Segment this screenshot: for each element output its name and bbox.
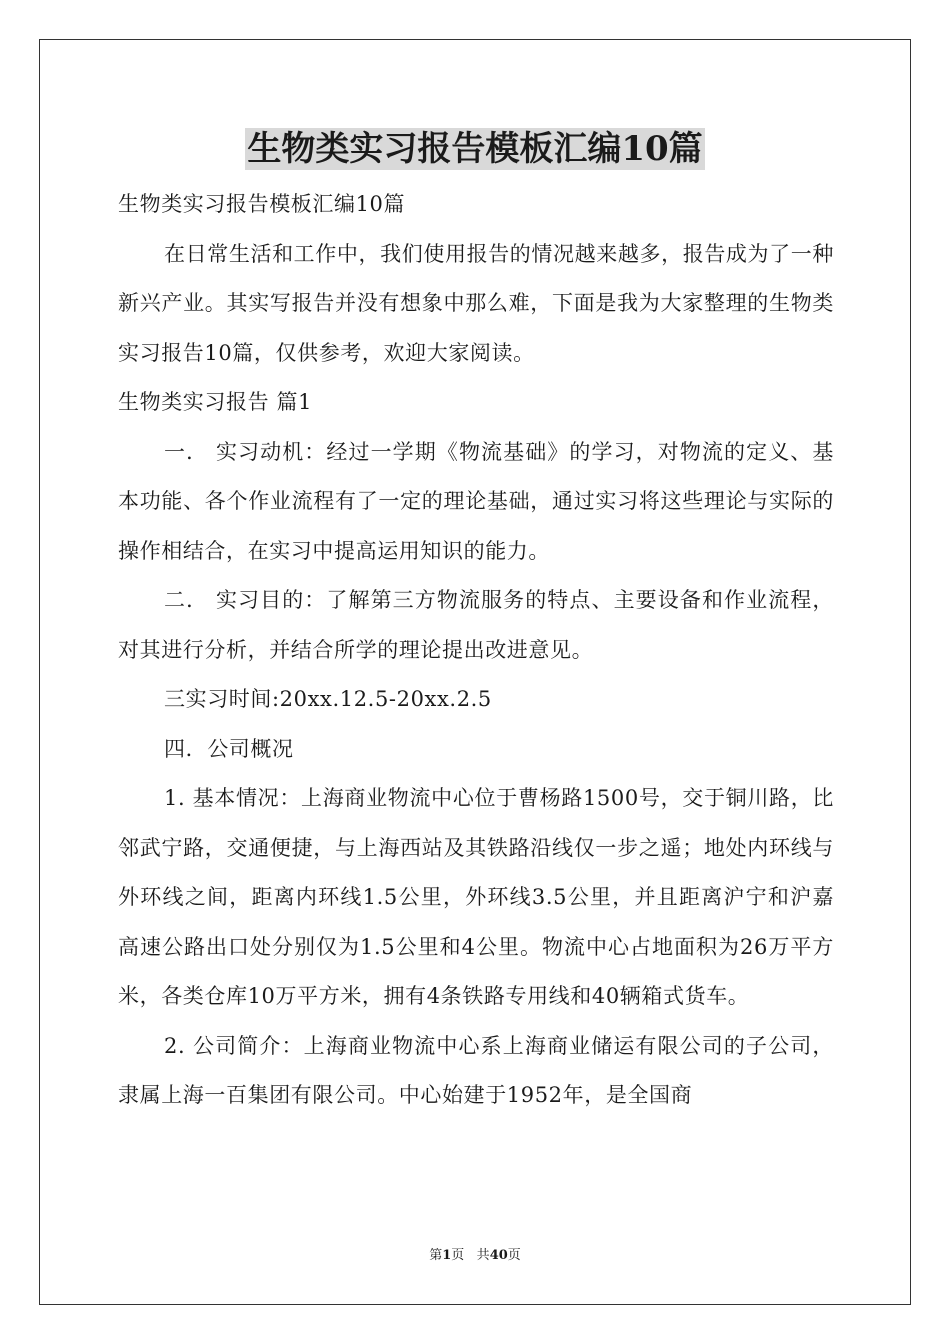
title-container xyxy=(0,128,950,170)
body-paragraph: 一． 实习动机：经过一学期《物流基础》的学习，对物流的定义、基本功能、各个作业流程有了一定的理论基础，通过实习将这些理论与实际的操作相结合，在实习中提高运用知识的能力。 xyxy=(118,439,834,563)
intro-paragraph: 在日常生活和工作中，我们使用报告的情况越来越多，报告成为了一种新兴产业。其实写报告并没有想象中那么难，下面是我为大家整理的生物类实习报告10篇，仅供参考，欢迎大家阅读。 xyxy=(118,241,834,365)
body-paragraph: 1. 基本情况：上海商业物流中心位于曹杨路1500号，交于铜川路，比邻武宁路，交通便捷，与上海西站及其铁路沿线仅一步之遥；地处内环线与外环线之间，距离内环线1.5公里，外环线3.5公里，并且距离沪宁和沪嘉高速公路出口处分别仅为1.5公里和4公里。物流中心占地面积为26万平方米，各类仓库10万平方米，拥有4条铁路专用线和40辆箱式货车。 xyxy=(118,786,834,1008)
body-paragraph: 2. 公司简介：上海商业物流中心系上海商业储运有限公司的子公司，隶属上海一百集团有限公司。中心始建于1952年，是全国商 xyxy=(118,1033,834,1107)
page-suffix: 页 xyxy=(451,1248,465,1263)
body-paragraph: 四．公司概况 xyxy=(164,736,294,761)
page-footer xyxy=(0,1247,950,1265)
document-title: 生物类实习报告模板汇编10篇 xyxy=(247,129,703,169)
total-prefix: 共 xyxy=(476,1248,490,1263)
total-pages: 40 xyxy=(489,1248,508,1263)
total-suffix: 页 xyxy=(507,1248,521,1263)
section-heading: 生物类实习报告 篇1 xyxy=(118,390,313,414)
page-number: 1 xyxy=(442,1248,452,1263)
subtitle-paragraph: 生物类实习报告模板汇编10篇 xyxy=(118,192,406,216)
body-paragraph: 二． 实习目的：了解第三方物流服务的特点、主要设备和作业流程，对其进行分析，并结合所学的理论提出改进意见。 xyxy=(118,588,834,662)
document-body xyxy=(118,180,834,1121)
body-paragraph: 三实习时间:20xx.12.5-20xx.2.5 xyxy=(164,687,492,711)
page-prefix: 第 xyxy=(429,1248,443,1263)
